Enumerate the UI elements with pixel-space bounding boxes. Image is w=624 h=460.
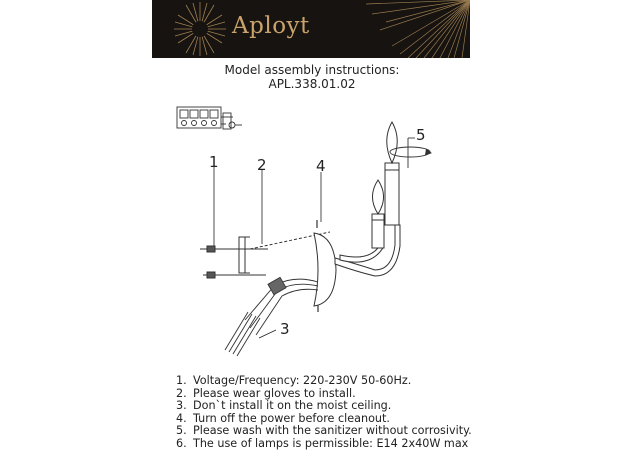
- brand-name: Aployt: [232, 13, 310, 39]
- callout-1: 1: [209, 153, 219, 171]
- wires-icon: [225, 277, 318, 356]
- wall-plate-icon: [314, 233, 336, 306]
- instructions-title: Model assembly instructions:: [224, 63, 400, 77]
- instructions-list: [176, 375, 472, 451]
- lamp-arm-icon: [335, 222, 400, 276]
- callout-4: 4: [316, 157, 326, 175]
- instruction-item: 3. Don`t install it on the moist ceiling.: [176, 399, 392, 413]
- instruction-item: 4. Turn off the power before cleanout.: [176, 411, 390, 425]
- instruction-item: 2. Please wear gloves to install.: [176, 386, 356, 400]
- terminal-block-icon: [177, 107, 242, 129]
- callout-2: 2: [257, 156, 267, 174]
- model-number: APL.338.01.02: [268, 77, 356, 91]
- callout-5: 5: [416, 126, 426, 144]
- instruction-item: 6. The use of lamps is permissible: E14 2x40W max: [176, 436, 469, 450]
- mounting-bracket-icon: [200, 232, 330, 278]
- instruction-item: 5. Please wash with the sanitizer without corrosivity.: [176, 424, 472, 438]
- instruction-item: 1. Voltage/Frequency: 220-230V 50-60Hz.: [176, 374, 412, 387]
- callout-3: 3: [280, 320, 290, 338]
